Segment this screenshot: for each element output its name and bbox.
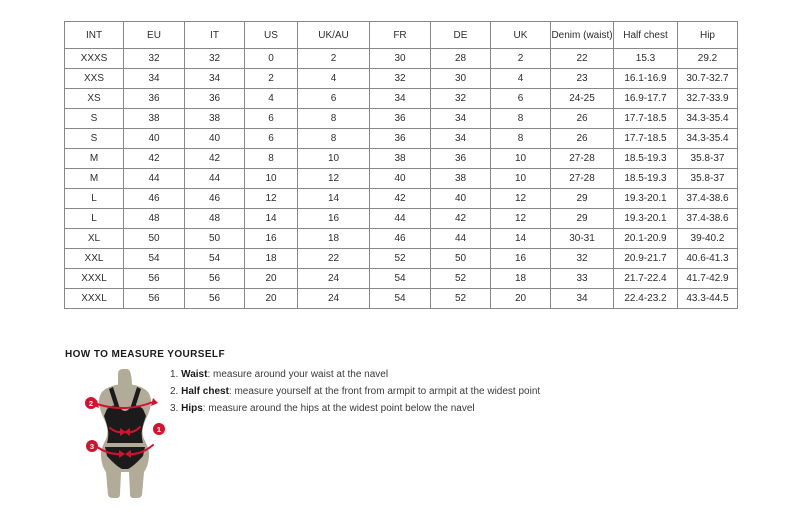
measure-item-label: Waist: [181, 369, 208, 380]
table-cell: 4: [491, 69, 551, 89]
table-row: [65, 169, 738, 189]
table-cell: XXXS: [65, 49, 124, 69]
table-cell: 36: [185, 89, 245, 109]
table-cell: 28: [431, 49, 491, 69]
table-cell: 52: [370, 249, 431, 269]
table-cell: 16: [245, 229, 298, 249]
measure-list: [170, 370, 540, 421]
table-cell: 38: [431, 169, 491, 189]
column-header: Denim (waist): [551, 22, 614, 49]
column-header: IT: [185, 22, 245, 49]
table-cell: 52: [431, 289, 491, 309]
table-cell: 34: [185, 69, 245, 89]
table-cell: 40: [431, 189, 491, 209]
table-cell: 40: [370, 169, 431, 189]
table-cell: 50: [124, 229, 185, 249]
table-cell: 10: [298, 149, 370, 169]
table-row: [65, 149, 738, 169]
measure-figure: [78, 366, 178, 502]
table-cell: 12: [491, 189, 551, 209]
table-cell: 54: [185, 249, 245, 269]
badge-waist-number: 1: [156, 425, 162, 434]
table-cell: 30-31: [551, 229, 614, 249]
table-cell: 41.7-42.9: [678, 269, 738, 289]
table-cell: 34: [431, 129, 491, 149]
table-cell: 16.1-16.9: [614, 69, 678, 89]
table-cell: L: [65, 189, 124, 209]
table-cell: 19.3-20.1: [614, 209, 678, 229]
table-cell: 32: [551, 249, 614, 269]
column-header: UK/AU: [298, 22, 370, 49]
table-cell: 8: [298, 129, 370, 149]
table-cell: 50: [431, 249, 491, 269]
table-cell: 30.7-32.7: [678, 69, 738, 89]
table-row: [65, 129, 738, 149]
table-cell: 15.3: [614, 49, 678, 69]
table-cell: 6: [491, 89, 551, 109]
table-cell: 24: [298, 269, 370, 289]
table-row: [65, 89, 738, 109]
table-cell: 23: [551, 69, 614, 89]
table-cell: 10: [245, 169, 298, 189]
table-cell: 16.9-17.7: [614, 89, 678, 109]
table-row: [65, 289, 738, 309]
table-cell: 22: [551, 49, 614, 69]
table-row: [65, 49, 738, 69]
table-cell: 8: [491, 109, 551, 129]
table-cell: 18: [491, 269, 551, 289]
table-cell: 34.3-35.4: [678, 129, 738, 149]
table-cell: 40: [185, 129, 245, 149]
measure-item: [170, 387, 540, 397]
table-cell: 2: [298, 49, 370, 69]
table-cell: 6: [298, 89, 370, 109]
table-cell: 34: [124, 69, 185, 89]
table-cell: XXXL: [65, 289, 124, 309]
column-header: DE: [431, 22, 491, 49]
table-cell: 44: [370, 209, 431, 229]
table-cell: 30: [431, 69, 491, 89]
badge-waist: [153, 423, 165, 435]
table-cell: 44: [185, 169, 245, 189]
table-cell: 42: [185, 149, 245, 169]
table-cell: 14: [298, 189, 370, 209]
table-cell: 32: [185, 49, 245, 69]
badge-chest: [85, 397, 97, 409]
table-cell: 42: [431, 209, 491, 229]
table-cell: 18: [245, 249, 298, 269]
table-cell: 32: [370, 69, 431, 89]
table-cell: 10: [491, 149, 551, 169]
column-header: FR: [370, 22, 431, 49]
table-cell: 43.3-44.5: [678, 289, 738, 309]
badge-hips-number: 3: [89, 442, 95, 451]
table-cell: 54: [370, 289, 431, 309]
table-cell: 29.2: [678, 49, 738, 69]
table-cell: 17.7-18.5: [614, 109, 678, 129]
measure-item-text: : measure around the hips at the widest point below the navel: [202, 403, 475, 414]
table-row: [65, 109, 738, 129]
column-header: Half chest: [614, 22, 678, 49]
table-cell: 36: [370, 109, 431, 129]
table-cell: 18: [298, 229, 370, 249]
table-cell: 36: [370, 129, 431, 149]
table-cell: 6: [245, 109, 298, 129]
table-cell: 6: [245, 129, 298, 149]
table-cell: 8: [298, 109, 370, 129]
table-cell: 20: [245, 289, 298, 309]
table-cell: 8: [491, 129, 551, 149]
table-cell: 34: [551, 289, 614, 309]
table-cell: 2: [245, 69, 298, 89]
table-cell: 37.4-38.6: [678, 189, 738, 209]
table-cell: XXS: [65, 69, 124, 89]
table-cell: 29: [551, 209, 614, 229]
measure-item: [170, 370, 540, 380]
table-cell: 56: [185, 289, 245, 309]
table-cell: 8: [245, 149, 298, 169]
table-cell: 36: [431, 149, 491, 169]
table-cell: 22.4-23.2: [614, 289, 678, 309]
table-cell: 20: [245, 269, 298, 289]
table-cell: 35.8-37: [678, 149, 738, 169]
table-cell: 0: [245, 49, 298, 69]
table-row: [65, 209, 738, 229]
table-cell: 12: [245, 189, 298, 209]
table-cell: 29: [551, 189, 614, 209]
table-cell: 17.7-18.5: [614, 129, 678, 149]
table-cell: 10: [491, 169, 551, 189]
table-row: [65, 189, 738, 209]
table-cell: 48: [124, 209, 185, 229]
size-chart-table: [64, 21, 738, 309]
table-cell: 34: [370, 89, 431, 109]
table-cell: XXL: [65, 249, 124, 269]
table-cell: 56: [124, 269, 185, 289]
column-header: EU: [124, 22, 185, 49]
table-cell: 27-28: [551, 169, 614, 189]
table-cell: 56: [185, 269, 245, 289]
table-cell: 14: [245, 209, 298, 229]
measure-item-number: 2.: [170, 386, 182, 397]
table-cell: M: [65, 169, 124, 189]
table-cell: 16: [491, 249, 551, 269]
table-cell: 38: [124, 109, 185, 129]
table-cell: 38: [185, 109, 245, 129]
measure-item-label: Hips: [181, 403, 203, 414]
table-cell: 21.7-22.4: [614, 269, 678, 289]
table-cell: 12: [491, 209, 551, 229]
table-cell: 22: [298, 249, 370, 269]
table-cell: 4: [245, 89, 298, 109]
measure-item-label: Half chest: [181, 386, 229, 397]
size-chart-section: [64, 21, 738, 309]
table-cell: 30: [370, 49, 431, 69]
table-cell: 32.7-33.9: [678, 89, 738, 109]
table-cell: 38: [370, 149, 431, 169]
table-cell: 37.4-38.6: [678, 209, 738, 229]
measure-item-text: : measure around your waist at the navel: [207, 369, 389, 380]
measure-item-text: : measure yourself at the front from armpit to armpit at the widest point: [228, 386, 541, 397]
table-cell: 14: [491, 229, 551, 249]
table-cell: 33: [551, 269, 614, 289]
table-cell: 20.1-20.9: [614, 229, 678, 249]
table-cell: 26: [551, 129, 614, 149]
body-measurement-illustration: [78, 366, 178, 502]
table-cell: XXXL: [65, 269, 124, 289]
table-row: [65, 229, 738, 249]
header-row: [65, 22, 738, 49]
table-cell: 18.5-19.3: [614, 149, 678, 169]
measure-item: [170, 404, 540, 414]
table-cell: 35.8-37: [678, 169, 738, 189]
table-cell: 40.6-41.3: [678, 249, 738, 269]
column-header: INT: [65, 22, 124, 49]
table-cell: 54: [370, 269, 431, 289]
table-cell: 27-28: [551, 149, 614, 169]
table-cell: 16: [298, 209, 370, 229]
badge-hips: [86, 440, 98, 452]
table-cell: 46: [185, 189, 245, 209]
table-cell: 2: [491, 49, 551, 69]
measure-section-heading: HOW TO MEASURE YOURSELF: [65, 349, 225, 360]
table-cell: 32: [124, 49, 185, 69]
table-row: [65, 69, 738, 89]
measure-item-number: 1.: [170, 369, 182, 380]
table-cell: 56: [124, 289, 185, 309]
table-cell: 54: [124, 249, 185, 269]
table-cell: S: [65, 109, 124, 129]
table-cell: 12: [298, 169, 370, 189]
table-cell: 39-40.2: [678, 229, 738, 249]
table-cell: 44: [431, 229, 491, 249]
table-cell: 32: [431, 89, 491, 109]
table-cell: 4: [298, 69, 370, 89]
table-cell: XL: [65, 229, 124, 249]
table-cell: 18.5-19.3: [614, 169, 678, 189]
column-header: US: [245, 22, 298, 49]
table-cell: 50: [185, 229, 245, 249]
table-cell: 20.9-21.7: [614, 249, 678, 269]
table-cell: 19.3-20.1: [614, 189, 678, 209]
table-cell: 24-25: [551, 89, 614, 109]
column-header: Hip: [678, 22, 738, 49]
measure-item-number: 3.: [170, 403, 182, 414]
table-cell: 40: [124, 129, 185, 149]
table-cell: L: [65, 209, 124, 229]
badge-chest-number: 2: [88, 399, 94, 408]
table-cell: 42: [124, 149, 185, 169]
table-cell: 24: [298, 289, 370, 309]
table-cell: M: [65, 149, 124, 169]
table-cell: 26: [551, 109, 614, 129]
table-cell: 36: [124, 89, 185, 109]
table-cell: 20: [491, 289, 551, 309]
table-cell: 34.3-35.4: [678, 109, 738, 129]
table-cell: S: [65, 129, 124, 149]
table-cell: 44: [124, 169, 185, 189]
table-row: [65, 249, 738, 269]
table-cell: 46: [124, 189, 185, 209]
table-cell: 46: [370, 229, 431, 249]
table-row: [65, 269, 738, 289]
table-cell: 48: [185, 209, 245, 229]
table-cell: 42: [370, 189, 431, 209]
column-header: UK: [491, 22, 551, 49]
table-cell: 52: [431, 269, 491, 289]
table-cell: 34: [431, 109, 491, 129]
table-cell: XS: [65, 89, 124, 109]
